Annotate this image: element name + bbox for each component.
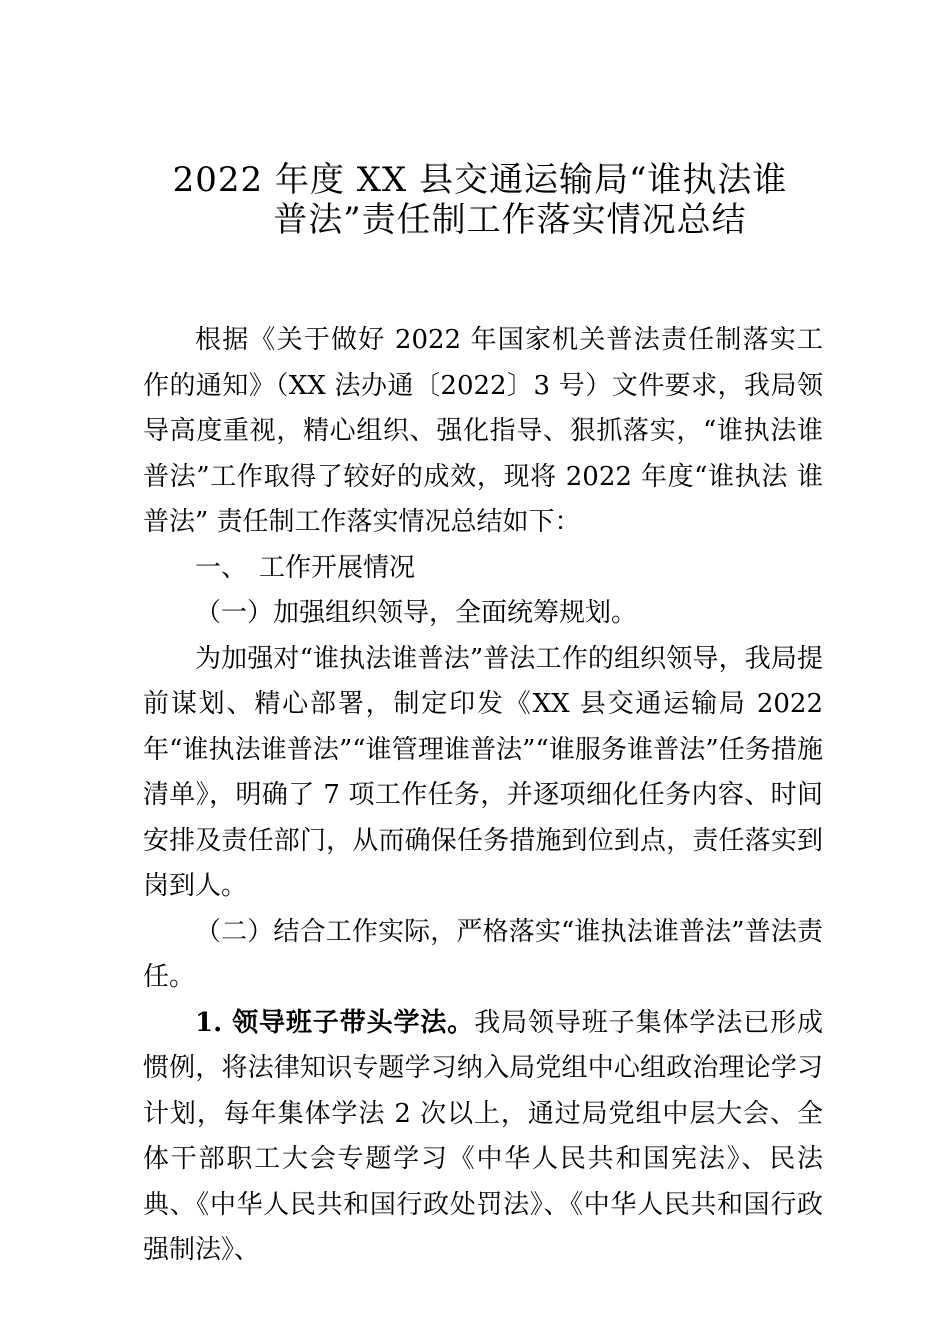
intro-paragraph: 根据《关于做好 2022 年国家机关普法责任制落实工作的通知》（XX 法办通〔2022〕3 号）文件要求，我局领导高度重视，精心组织、强化指导、狠抓落实，“谁执法谁普法”工作取得了较好的成效，现将 2022 年度“谁执法 谁普法” 责任制工作落实情况总结如下： bbox=[143, 325, 823, 537]
section-1-heading bbox=[143, 546, 823, 592]
item-1-paragraph bbox=[143, 1001, 823, 1274]
section-1-title: 工作开展情况 bbox=[259, 552, 416, 583]
item-1-body: 我局领导班子集体学法已形成惯例，将法律知识专题学习纳入局党组中心组政治理论学习计划，每年集体学法 2 次以上，通过局党组中层大会、全体干部职工大会专题学习《中华人民共和国宪法》、民法典、《中华人民共和国行政处罚法》、《中华人民共和国行政强制法》、 bbox=[143, 1007, 823, 1265]
document-title-line-1: 2022 年度 XX 县交通运输局“谁执法谁 bbox=[172, 160, 788, 200]
document-title-line-2: 普法”责任制工作落实情况总结 bbox=[273, 200, 747, 240]
document-body bbox=[143, 318, 823, 1274]
section-1-number: 一、 bbox=[195, 552, 248, 583]
item-1-lead: 1. 领导班子带头学法。 bbox=[195, 1007, 475, 1038]
subsection-1-heading: （一）加强组织领导，全面统筹规划。 bbox=[195, 598, 638, 628]
subsection-1-paragraph: 为加强对“谁执法谁普法”普法工作的组织领导，我局提前谋划、精心部署，制定印发《XX 县交通运输局 2022 年“谁执法谁普法”“谁管理谁普法”“谁服务谁普法”任务措施清单》，明确了 7 项工作任务，并逐项细化任务内容、时间安排及责任部门，从而确保任务措施到位到点，责任落实到岗到人。 bbox=[143, 643, 823, 901]
subsection-2-heading: （二）结合工作实际，严格落实“谁执法谁普法”普法责任。 bbox=[143, 916, 823, 992]
